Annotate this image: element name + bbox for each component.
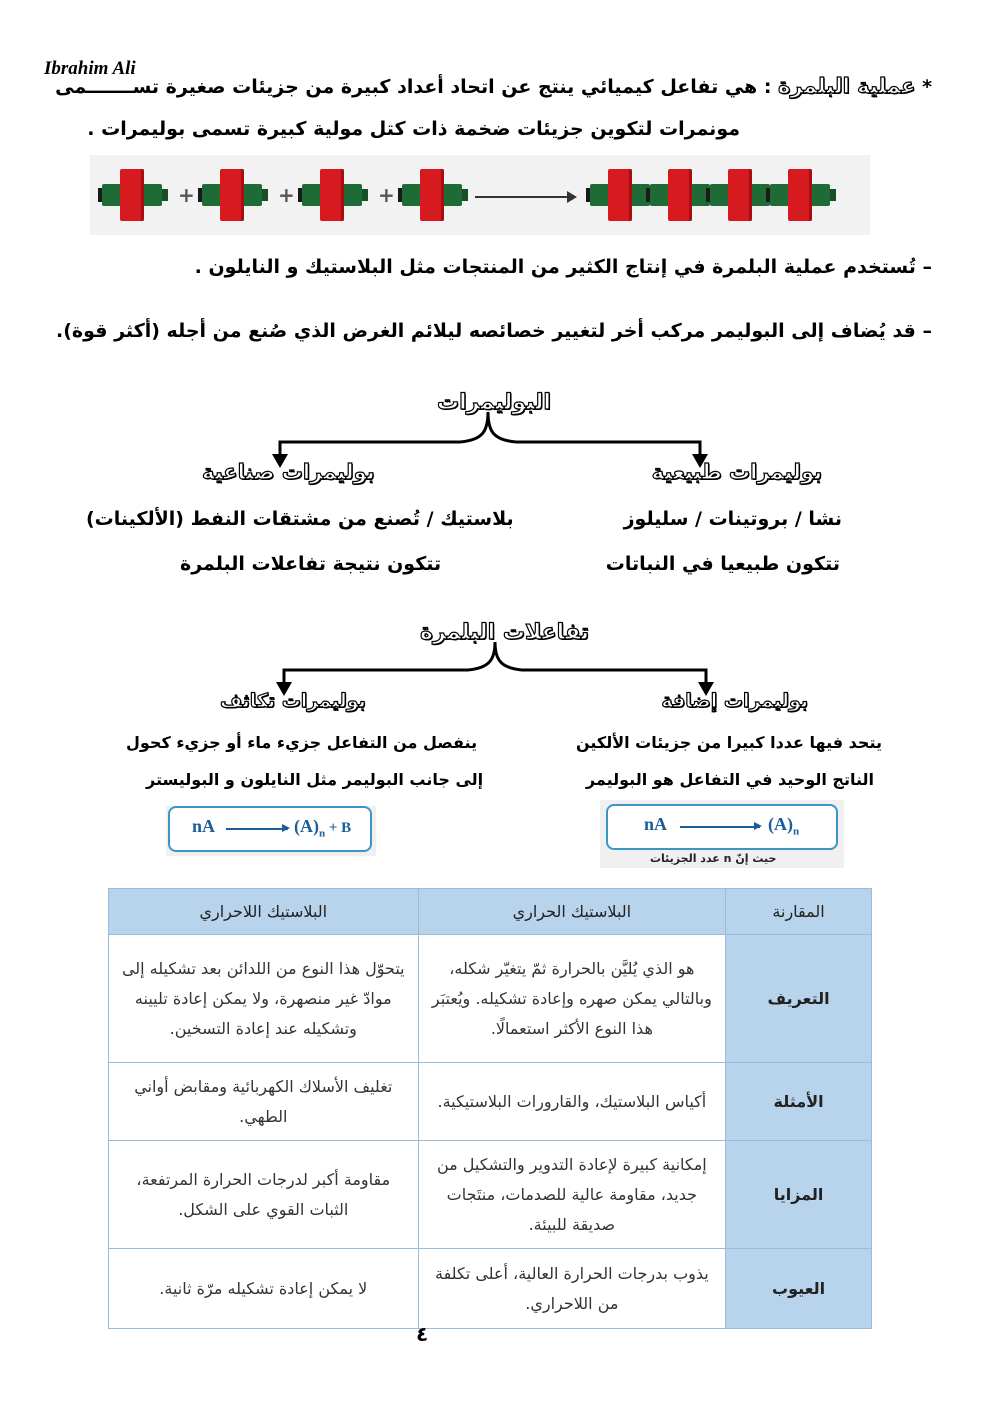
condensation-polymers-title: بوليمرات تكاثف xyxy=(220,690,366,712)
definition-line-1 xyxy=(55,74,932,98)
eq-arrow xyxy=(226,828,288,830)
row-label-disadvantages: العيوب xyxy=(726,1249,872,1329)
condensation-line-2: إلى جانب البوليمر مثل النايلون و البوليستر xyxy=(146,770,484,789)
plus-sign: + xyxy=(278,183,295,207)
addition-line-1: يتحد فيها عددا كبيرا من جزيئات الألكين xyxy=(575,733,882,752)
natural-polymers-title: بوليمرات طبيعية xyxy=(651,460,822,484)
row-label-examples: الأمثلة xyxy=(726,1063,872,1141)
table-row xyxy=(109,1249,872,1329)
author-name: Ibrahim Ali xyxy=(44,58,136,79)
column-header-thermoset: البلاستيك اللاحراري xyxy=(109,889,419,935)
synthetic-examples: بلاستيك / تُصنع من مشتقات النفط (الألكينات) xyxy=(86,508,514,530)
column-header-comparison: المقارنة xyxy=(726,889,872,935)
thermoplastic-definition: هو الذي يُليَّن بالحرارة ثمّ يتغيّر شكله، وبالتالي يمكن صهره وإعادة تشكيله. ويُعتبَر هذا النوع الأكثر استعمالًا. xyxy=(418,935,726,1063)
thermoplastic-advantages: إمكانية كبيرة لإعادة التدوير والتشكيل من جديد، مقاومة عالية للصدمات، منتَجات صديقة للبيئة. xyxy=(418,1141,726,1249)
addition-equation xyxy=(606,804,838,850)
plastics-comparison-table xyxy=(108,888,872,1329)
condensation-line-1: ينفصل من التفاعل جزيء ماء أو جزيء كحول xyxy=(126,733,478,752)
table-row xyxy=(109,935,872,1063)
thermoplastic-examples: أكياس البلاستيك، والقارورات البلاستيكية. xyxy=(418,1063,726,1141)
eq-arrow xyxy=(680,826,760,828)
reactions-title: تفاعلات البلمرة xyxy=(420,620,590,645)
note-2: – قد يُضاف إلى البوليمر مركب أخر لتغيير خصائصه ليلائم الغرض الذي صُنع من أجله (أكثر قوة). xyxy=(56,320,932,342)
row-label-definition: التعريف xyxy=(726,935,872,1063)
note-1: – تُستخدم عملية البلمرة في إنتاج الكثير من المنتجات مثل البلاستيك و النايلون . xyxy=(194,256,932,278)
condensation-equation xyxy=(168,806,372,852)
eq-reactant: nA xyxy=(192,816,216,836)
thermoset-advantages: مقاومة أكبر لدرجات الحرارة المرتفعة، الثبات القوي على الشكل. xyxy=(109,1141,419,1249)
addition-line-2: الناتج الوحيد في التفاعل هو البوليمر xyxy=(585,770,874,789)
thermoset-disadvantages: لا يمكن إعادة تشكيله مرّة ثانية. xyxy=(109,1249,419,1329)
condensation-equation-panel xyxy=(166,806,376,856)
thermoset-examples: تغليف الأسلاك الكهربائية ومقابض أواني الطهي. xyxy=(109,1063,419,1141)
row-label-advantages: المزايا xyxy=(726,1141,872,1249)
table-row xyxy=(109,1063,872,1141)
natural-examples: نشا / بروتينات / سليلوز xyxy=(623,508,842,530)
synthetic-description: تتكون نتيجة تفاعلات البلمرة xyxy=(180,553,442,575)
eq-products: $(A)_n + B$ xyxy=(294,816,352,840)
thermoset-definition: يتحوّل هذا النوع من اللدائن بعد تشكيله إلى موادّ غير منصهرة، ولا يمكن إعادة تليينه وتشكيله عند إعادة التسخين. xyxy=(109,935,419,1063)
polymers-title: البوليمرات xyxy=(437,390,551,415)
definition-text-1: : هي تفاعل كيميائي ينتج عن اتحاد أعداد كبيرة من جزيئات صغيرة تســـــــمى xyxy=(55,76,779,98)
eq-reactant: nA xyxy=(644,814,668,834)
synthetic-polymers-title: بوليمرات صناعية xyxy=(202,460,375,484)
polymerization-term: عملية البلمرة xyxy=(778,74,916,98)
addition-polymers-title: بوليمرات إضافة xyxy=(661,690,808,712)
plus-sign: + xyxy=(178,183,195,207)
addition-equation-panel xyxy=(600,800,844,868)
bullet-star: * xyxy=(922,76,932,98)
eq-note: حيث إنّ n عدد الجزيئات xyxy=(650,852,777,865)
plus-sign: + xyxy=(378,183,395,207)
table-header-row xyxy=(109,889,872,935)
thermoplastic-disadvantages: يذوب بدرجات الحرارة العالية، أعلى تكلفة من اللاحراري. xyxy=(418,1249,726,1329)
page-number: ٤ xyxy=(416,1322,429,1346)
definition-line-2: مونمرات لتكوين جزيئات ضخمة ذات كتل مولية كبيرة تسمى بوليمرات . xyxy=(87,118,740,140)
reaction-arrow xyxy=(475,196,575,198)
monomer-chain-diagram xyxy=(90,155,870,235)
eq-product: $(A)_n$ xyxy=(768,814,800,838)
natural-description: تتكون طبيعيا في النباتات xyxy=(605,553,840,575)
column-header-thermoplastic: البلاستيك الحراري xyxy=(418,889,726,935)
table-row xyxy=(109,1141,872,1249)
